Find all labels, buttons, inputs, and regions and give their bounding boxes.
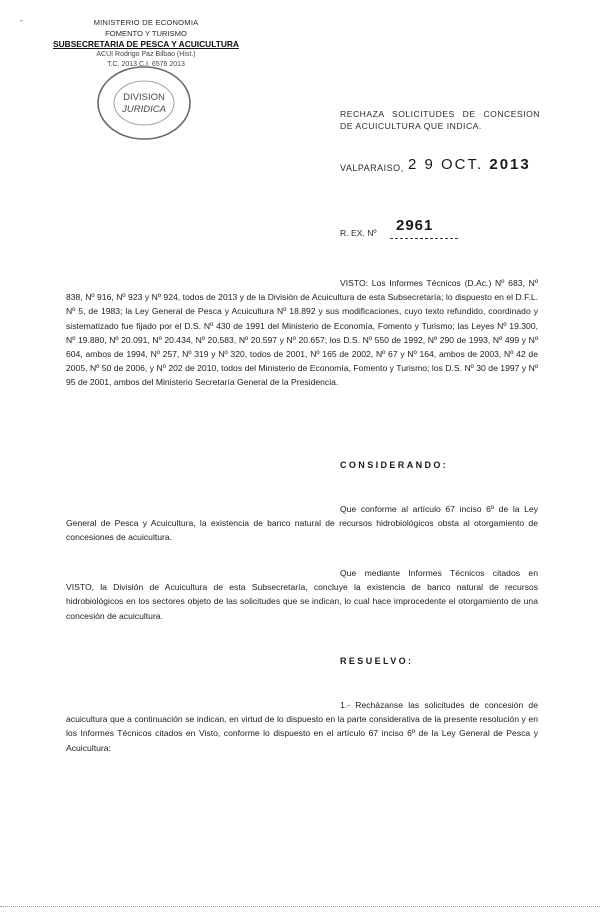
resuelvo-heading: RESUELVO: bbox=[340, 656, 414, 666]
resolution-number: 2961 bbox=[396, 217, 434, 234]
considerando-paragraph-1: Que conforme al artículo 67 inciso 6º de la Ley General de Pesca y Acuicultura, la existencia de banco natural de recursos hidrobiológicos obsta al otorgamiento de concesiones de acuicultura. bbox=[66, 504, 538, 543]
resolution-label: R. EX. Nº bbox=[340, 228, 377, 238]
date-stamp bbox=[408, 156, 531, 173]
stamp-text-1: DIVISION bbox=[123, 92, 165, 103]
ministry-name: MINISTERIO DE ECONOMIA bbox=[93, 18, 199, 27]
considerando-paragraph-2: Que mediante Informes Técnicos citados en VISTO, la División de Acuicultura de esta Subsecretaría, concluye la existencia de banco natural de recursos hidrobiológicos en los sectores objeto de las solicitudes que se indican, lo cual hace improcedente el otorgamiento de una concesión de acuicultura. bbox=[66, 568, 538, 621]
date-year: 2013 bbox=[489, 156, 531, 173]
place-label: VALPARAISO, bbox=[340, 163, 404, 173]
considerando-heading: CONSIDERANDO: bbox=[340, 460, 449, 470]
resolution-subject: RECHAZA SOLICITUDES DE CONCESION DE ACUICULTURA QUE INDICA. bbox=[340, 109, 540, 131]
division-juridica-stamp bbox=[88, 62, 200, 144]
reference-line-2: T.C. 2013 C.I. 6576 2013 bbox=[107, 61, 185, 69]
stamp-outer-ring bbox=[98, 67, 190, 139]
resuelvo-paragraph-1: 1.- Recházanse las solicitudes de concesión de acuicultura que a continuación se indican, en virtud de lo dispuesto en la parte considerativa de la presente resolución y en los Informes Técnicos citados en Visto, conforme lo dispuesto en el artículo 67 inciso 6º de la Ley General de Pesca y Acuicultura: bbox=[66, 700, 538, 753]
reference-line-1: ACUI Rodrigo Paz Bilbao (Hist.) bbox=[96, 50, 196, 58]
ministry-name-2: FOMENTO Y TURISMO bbox=[105, 28, 187, 38]
subsecretaria-name: SUBSECRETARIA DE PESCA Y ACUICULTURA bbox=[53, 39, 239, 50]
date-day-month: 2 9 OCT. bbox=[408, 156, 484, 173]
margin-dot: - bbox=[20, 16, 23, 25]
stamp-inner-ring bbox=[114, 81, 174, 125]
resolution-number-line bbox=[390, 238, 458, 239]
stamp-text-2: JURIDICA bbox=[122, 104, 166, 115]
visto-paragraph: VISTO: Los Informes Técnicos (D.Ac.) Nº 683, Nº 838, Nº 916, Nº 923 y Nº 924, todos de 2013 y de la División de Acuicultura de esta Subsecretaría; lo dispuesto en el D.F.L. Nº 5, de 1983; la Ley General de Pesca y Acuicultura Nº 18.892 y sus modificaciones, cuyo texto refundido, coordinado y sistematizado fue fijado por el D.S. Nº 430 de 1991 del Ministerio de Economía, Fomento y Turismo; las Leyes Nº 19.300, Nº 19.880, Nº 20.091, Nº 20.434, Nº 20.583, Nº 20.597 y Nº 20.657; los D.S. Nº 550 de 1992, Nº 290 de 1993, Nº 499 y Nº 604, ambos de 1994, Nº 257, Nº 319 y Nº 320, todos de 2001, Nº 165 de 2002, Nº 67 y Nº 164, ambos de 2003, Nº 42 de 2005, Nº 50 de 2006, y Nº 202 de 2010, todos del Ministerio de Economía, Fomento y Turismo; los D.S. Nº 30 de 1997 y Nº 95 de 2001, ambos del Ministerio Secretaría General de la Presidencia. bbox=[66, 278, 538, 388]
footer-scan-line bbox=[0, 906, 600, 909]
